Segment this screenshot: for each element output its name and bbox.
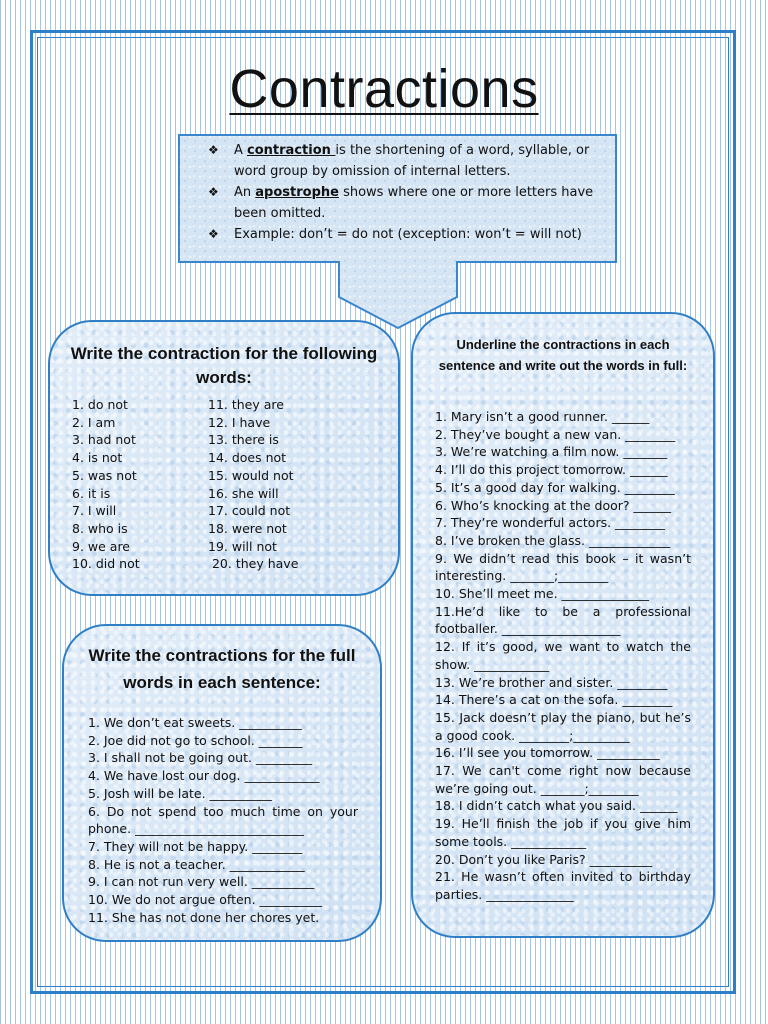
list-item: 7. I will — [72, 503, 117, 519]
list-item: 9. I can not run very well. __________ — [88, 874, 315, 890]
exercise-heading: Write the contractions for the full words in each sentence: — [88, 646, 356, 692]
list-item: 11. She has not done her chores yet. — [88, 909, 320, 925]
sentence-list — [88, 714, 358, 926]
word-list-left — [72, 396, 202, 573]
list-item: 5. It’s a good day for walking. ________ — [435, 479, 675, 495]
list-item: 17. We can't come right now because we’re going out. _______;________ — [435, 763, 691, 796]
list-item: 21. He wasn’t often invited to birthday parties. ______________ — [435, 869, 691, 902]
list-item: 2. I am — [72, 414, 116, 430]
list-item: 13. We’re brother and sister. ________ — [435, 674, 668, 690]
list-item: 19. He’ll finish the job if you give him some tools. ____________ — [435, 816, 691, 849]
list-item: 11.He’d like to be a professional footballer. ___________________ — [435, 603, 691, 637]
list-item: 3. I shall not be going out. _________ — [88, 750, 313, 766]
diamond-bullet-icon: ❖ — [208, 227, 219, 241]
list-item: 18. were not — [208, 520, 287, 536]
list-item: 12. If it’s good, we want to watch the show. ____________ — [435, 639, 691, 672]
list-item: 15. Jack doesn’t play the piano, but he’s a good cook. ________;_________ — [435, 709, 691, 743]
list-item: 7. They will not be happy. ________ — [88, 838, 303, 854]
exercise-box-sentences — [62, 624, 382, 942]
list-item: 8. who is — [72, 520, 128, 536]
list-item: 1. We don’t eat sweets. __________ — [88, 715, 302, 730]
exercise-heading: Underline the contractions in each sentence and write out the words in full: — [438, 337, 688, 373]
list-item: 2. Joe did not go to school. _______ — [88, 732, 303, 748]
page-title: Contractions — [229, 59, 539, 119]
term-contraction: contraction — [247, 143, 336, 158]
list-item: 6. Who’s knocking at the door? ______ — [435, 497, 672, 513]
list-item: 20. they have — [208, 556, 299, 572]
list-item: 5. Josh will be late. __________ — [88, 785, 273, 801]
list-item: 1. do not — [72, 397, 128, 412]
list-item: 6. Do not spend too much time on your phone. ___________________________ — [88, 803, 358, 837]
term-apostrophe: apostrophe — [255, 185, 339, 200]
list-item: 6. it is — [72, 485, 111, 501]
list-item: 9. we are — [72, 538, 131, 554]
list-item: 10. She’ll meet me. ______________ — [435, 586, 650, 602]
list-item: 10. We do not argue often. __________ — [88, 892, 323, 908]
list-item: 11. they are — [208, 397, 284, 412]
definition-list — [208, 140, 598, 245]
diamond-bullet-icon: ❖ — [208, 143, 219, 157]
list-item: 3. had not — [72, 432, 136, 448]
list-item: 17. could not — [208, 503, 291, 519]
sentence-list — [435, 408, 691, 904]
list-item: 16. I’ll see you tomorrow. __________ — [435, 745, 660, 761]
list-item: 14. There’s a cat on the sofa. ________ — [435, 692, 673, 708]
definition-item: ❖ An apostrophe shows where one or more letters have been omitted. — [208, 182, 598, 224]
list-item: 14. does not — [208, 450, 287, 466]
diamond-bullet-icon: ❖ — [208, 185, 219, 199]
list-item: 8. He is not a teacher. ____________ — [88, 856, 305, 872]
definition-item: ❖ Example: don’t = do not (exception: won’t = will not) — [208, 224, 598, 245]
list-item: 3. We’re watching a film now. _______ — [435, 444, 668, 460]
list-item: 8. I’ve broken the glass. _____________ — [435, 532, 671, 548]
list-item: 1. Mary isn’t a good runner. ______ — [435, 409, 650, 424]
exercise-heading: Write the contraction for the following words: — [70, 344, 378, 387]
list-item: 4. We have lost our dog. ____________ — [88, 768, 320, 784]
list-item: 9. We didn’t read this book – it wasn’t interesting. _______;________ — [435, 550, 691, 584]
list-item: 2. They’ve bought a new van. ________ — [435, 426, 676, 442]
word-list-right — [208, 396, 358, 573]
list-item: 13. there is — [208, 432, 279, 448]
list-item: 18. I didn’t catch what you said. ______ — [435, 798, 678, 814]
list-item: 5. was not — [72, 467, 137, 483]
exercise-box-words — [48, 320, 400, 596]
definition-item: ❖ A contraction is the shortening of a word, syllable, or word group by omission of internal letters. — [208, 140, 598, 182]
exercise-box-underline — [411, 312, 715, 938]
list-item: 4. is not — [72, 450, 123, 466]
list-item: 19. will not — [208, 538, 277, 554]
list-item: 7. They’re wonderful actors. ________ — [435, 515, 666, 531]
list-item: 15. would not — [208, 467, 294, 483]
list-item: 16. she will — [208, 485, 279, 501]
list-item: 20. Don’t you like Paris? __________ — [435, 851, 653, 867]
list-item: 10. did not — [72, 556, 140, 572]
list-item: 4. I’ll do this project tomorrow. ______ — [435, 462, 668, 478]
list-item: 12. I have — [208, 414, 271, 430]
definition-callout — [178, 134, 618, 330]
